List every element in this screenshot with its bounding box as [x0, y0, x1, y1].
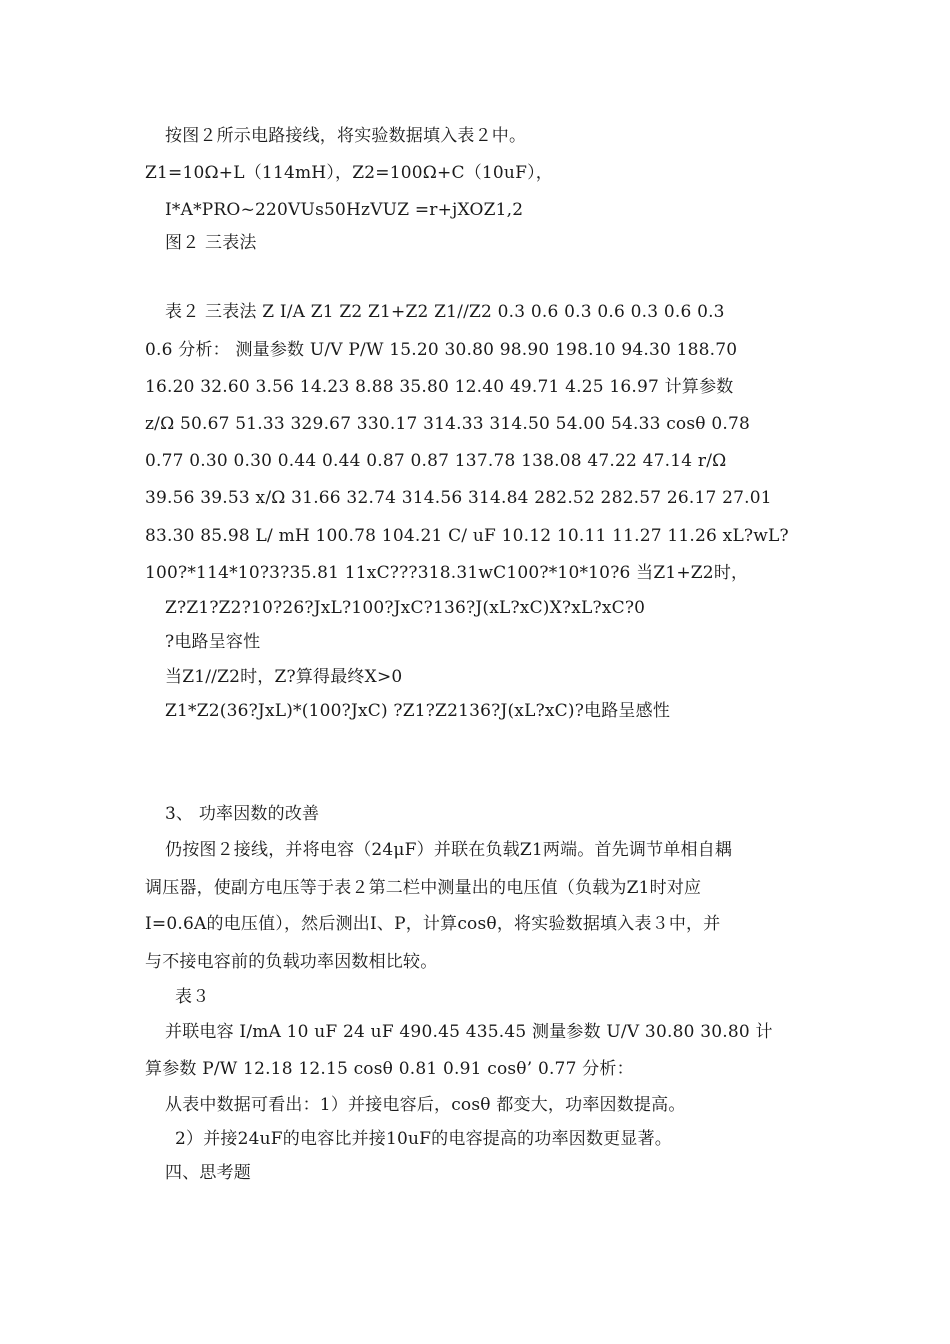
table3-title: 表３ [175, 987, 210, 1007]
analysis-line: Z1*Z2(36?JxL)*(100?JxC) ?Z1?Z2136?J(xL?xC)?电路呈感性 [165, 701, 671, 721]
section3-paragraph-line: 调压器，使副方电压等于表２第二栏中测量出的电压值（负载为Z1时对应 [145, 878, 702, 898]
conclusion-line: 从表中数据可看出：1）并接电容后，cosθ 都变大，功率因数提高。 [165, 1095, 686, 1115]
section4-heading: 四、思考题 [165, 1163, 251, 1183]
impedance-definition: Z1=10Ω+L（114mH），Z2=100Ω+C（10uF）， [145, 163, 553, 183]
circuit-label: I*A*PRO~220VUs50HzVUZ =r+jXOZ1,2 [165, 200, 524, 220]
table2-line: 0.6 分析： 测量参数 U/V P/W 15.20 30.80 98.90 198.10 94.30 188.70 [145, 340, 738, 360]
conclusion-line: 2）并接24uF的电容比并接10uF的电容提高的功率因数更显著。 [175, 1129, 672, 1149]
section3-paragraph-line: 与不接电容前的负载功率因数相比较。 [145, 952, 438, 972]
analysis-line: 当Z1//Z2时，Z?算得最终X>0 [165, 667, 403, 687]
section3-paragraph-line: 仍按图２接线，并将电容（24μF）并联在负载Z1两端。首先调节单相自耦 [165, 840, 733, 860]
figure-caption: 图２ 三表法 [165, 233, 257, 253]
table2-line: 83.30 85.98 L/ mH 100.78 104.21 C/ uF 10.12 10.11 11.27 11.26 xL?wL? [145, 526, 789, 546]
table2-line: 100?*114*10?3?35.81 11xC???318.31wC100?*10*10?6 当Z1+Z2时， [145, 563, 749, 583]
table2-line: 39.56 39.53 x/Ω 31.66 32.74 314.56 314.84 282.52 282.57 26.17 27.01 [145, 488, 772, 508]
table2-line: 表２ 三表法 Z I/A Z1 Z2 Z1+Z2 Z1//Z2 0.3 0.6 0.3 0.6 0.3 0.6 0.3 [165, 302, 725, 322]
table3-line: 并联电容 I/mA 10 uF 24 uF 490.45 435.45 测量参数 U/V 30.80 30.80 计 [165, 1022, 773, 1042]
analysis-line: Z?Z1?Z2?10?26?JxL?100?JxC?136?J(xL?xC)X?xL?xC?0 [165, 598, 646, 618]
analysis-line: ?电路呈容性 [165, 632, 261, 652]
section2-intro: 按图２所示电路接线，将实验数据填入表２中。 [165, 126, 527, 146]
table2-line: 0.77 0.30 0.30 0.44 0.44 0.87 0.87 137.78 138.08 47.22 47.14 r/Ω [145, 451, 727, 471]
table2-line: z/Ω 50.67 51.33 329.67 330.17 314.33 314.50 54.00 54.33 cosθ 0.78 [145, 414, 750, 434]
section3-heading: 3、 功率因数的改善 [165, 804, 320, 824]
table3-line: 算参数 P/W 12.18 12.15 cosθ 0.81 0.91 cosθ’ 0.77 分析： [145, 1059, 634, 1079]
table2-line: 16.20 32.60 3.56 14.23 8.88 35.80 12.40 49.71 4.25 16.97 计算参数 [145, 377, 734, 397]
section3-paragraph-line: I=0.6A的电压值），然后测出I、P，计算cosθ，将实验数据填入表３中，并 [145, 914, 721, 934]
